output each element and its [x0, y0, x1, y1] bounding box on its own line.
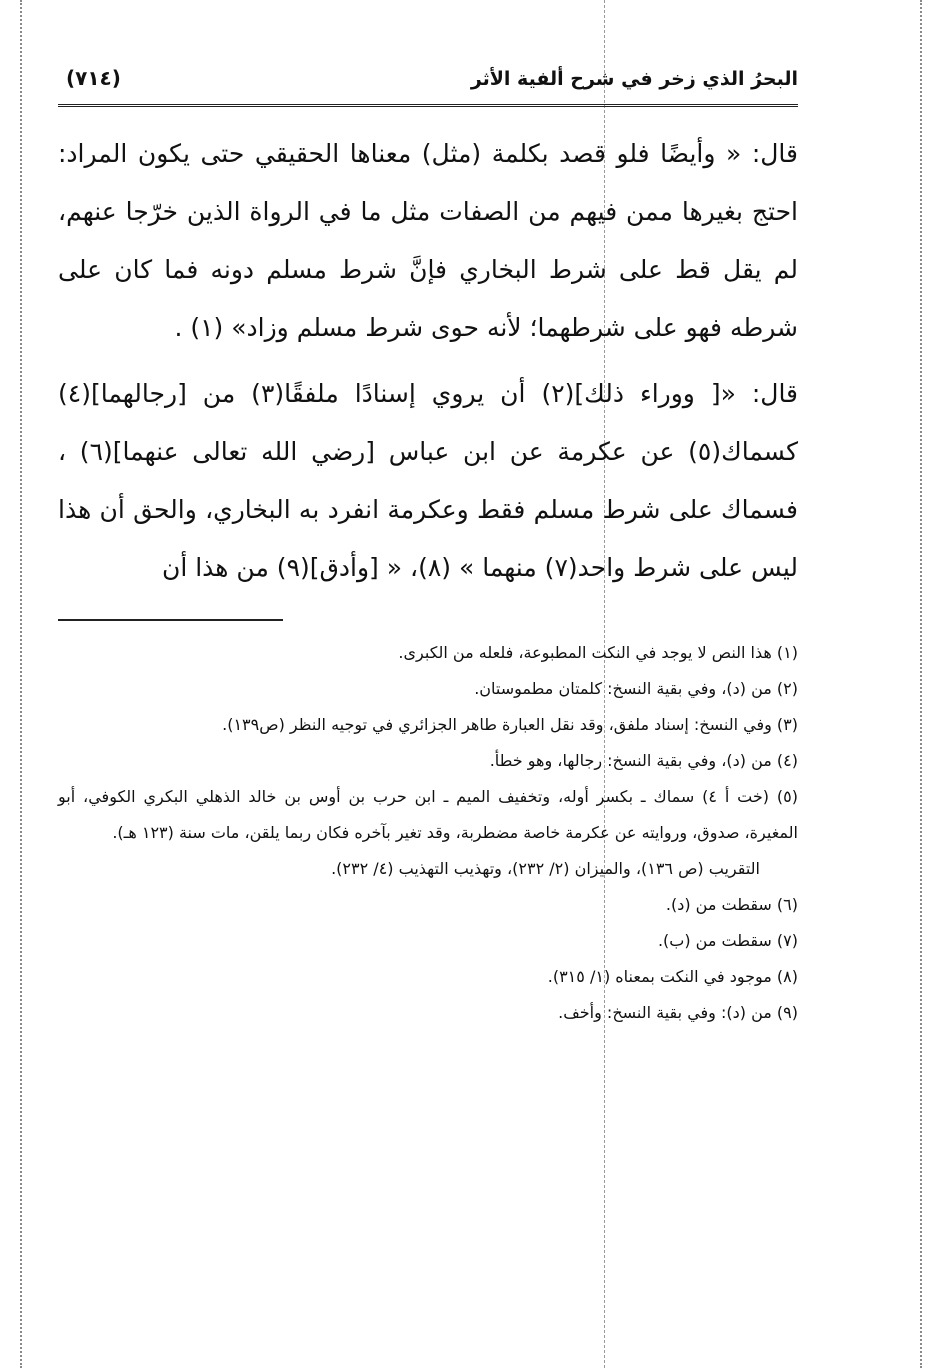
page-number: (٧١٤)	[66, 66, 121, 90]
running-header	[58, 64, 798, 107]
footnote: (١) هذا النص لا يوجد في النكت المطبوعة، فلعله من الكبرى.	[398, 643, 798, 662]
body-paragraph: قال: «[ ووراء ذلك](٢) أن يروي إسنادًا ملفقًا(٣) من [رجالهما](٤) كسماك(٥) عن عكرمة عن ابن عباس [رضي الله تعالى عنهما](٦) ، فسماك على شرط مسلم فقط وعكرمة انفرد به البخاري، والحق أن هذا ليس على شرط واحد(٧) منهما » (٨)، « [وأدق](٩) من هذا أن	[58, 379, 799, 582]
scan-edge-dots-left	[20, 0, 22, 1368]
footnote: (٩) من (د): وفي بقية النسخ: وأخف.	[558, 1003, 798, 1022]
footnote: (٧) سقطت من (ب).	[657, 931, 798, 950]
main-text	[58, 125, 798, 597]
footnote: (٥) (خت أ ٤) سماك ـ بكسر أوله، وتخفيف الميم ـ ابن حرب بن أوس بن خالد الذهلي البكري الكوفي، أبو المغيرة، صدوق، وروايته عن عكرمة خاصة مضطربة، وقد تغير بآخره فكان ربما يلقن، مات سنة (١٢٣ هـ).	[58, 787, 798, 842]
book-title: البحرُ الذي زخر في شرح ألفية الأثر	[470, 68, 798, 90]
scan-edge-dots-right	[920, 0, 922, 1368]
footnote: (٨) موجود في النكت بمعناه (١/ ٣١٥).	[547, 967, 798, 986]
book-page	[58, 64, 798, 1304]
footnote: (٣) وفي النسخ: إسناد ملفق، وقد نقل العبارة طاهر الجزائري في توجيه النظر (ص١٣٩).	[222, 715, 798, 734]
footnote: (٤) من (د)، وفي بقية النسخ: رجالها، وهو خطأ.	[489, 751, 798, 770]
footnote: (٢) من (د)، وفي بقية النسخ: كلمتان مطموستان.	[474, 679, 798, 698]
body-paragraph: قال: « وأيضًا فلو قصد بكلمة (مثل) معناها الحقيقي حتى يكون المراد: احتج بغيرها ممن فيهم من الصفات مثل ما في الرواة الذين خرّجا عنهم، لم يقل قط على شرط البخاري فإنَّ شرط مسلم دونه فما كان على شرطه فهو على شرطهما؛ لأنه حوى شرط مسلم وزاد» (١) .	[58, 139, 798, 342]
footnote: (٦) سقطت من (د).	[665, 895, 798, 914]
footnotes	[58, 635, 798, 1031]
footnote-continuation: التقريب (ص ١٣٦)، والميزان (٢/ ٢٣٢)، وتهذيب التهذيب (٤/ ٢٣٢).	[331, 859, 760, 878]
footnote-separator	[58, 619, 283, 621]
